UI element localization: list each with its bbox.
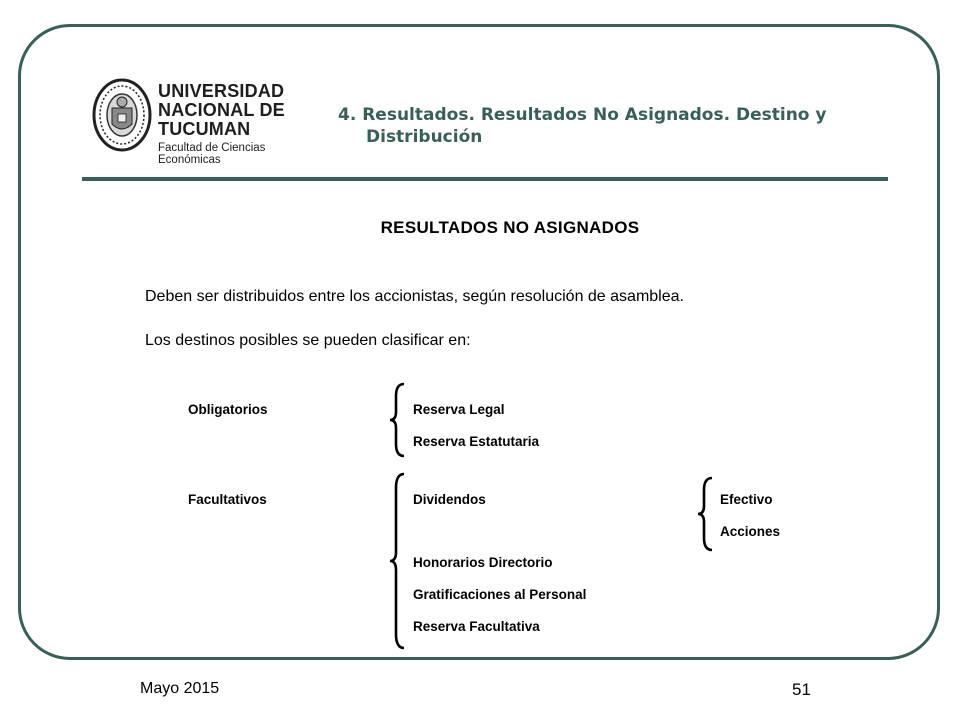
label-obligatorios: Obligatorios (188, 402, 268, 417)
logo-line-2: NACIONAL DE (158, 100, 285, 120)
footer-date: Mayo 2015 (140, 680, 220, 697)
label-facultativos: Facultativos (188, 492, 267, 507)
title-divider (82, 177, 888, 181)
item-reserva-estatutaria: Reserva Estatutaria (413, 434, 540, 449)
slide-title-line-2: Distribución (366, 127, 483, 147)
brace-facultativos-icon (388, 472, 408, 650)
item-reserva-legal: Reserva Legal (413, 402, 505, 417)
item-gratificaciones-personal: Gratificaciones al Personal (413, 587, 587, 602)
brace-obligatorios-icon (388, 382, 408, 458)
slide-title-line-1: 4. Resultados. Resultados No Asignados. Destino y (338, 105, 827, 125)
university-logo (88, 76, 328, 166)
item-efectivo: Efectivo (720, 492, 773, 507)
slide-title (338, 104, 898, 148)
item-honorarios-directorio: Honorarios Directorio (413, 555, 553, 570)
brace-dividendos-icon (696, 476, 716, 552)
item-acciones: Acciones (720, 524, 781, 539)
paragraph-distribution: Deben ser distribuidos entre los accionistas, según resolución de asamblea. (145, 288, 684, 305)
item-reserva-facultativa: Reserva Facultativa (413, 619, 540, 634)
page-number: 51 (792, 680, 811, 699)
paragraph-destinations: Los destinos posibles se pueden clasificar en: (145, 332, 471, 349)
logo-text (158, 82, 328, 166)
university-seal-icon (92, 78, 152, 152)
logo-line-3: TUCUMAN (158, 119, 251, 139)
logo-line-1: UNIVERSIDAD (158, 81, 285, 101)
logo-subtitle: Facultad de Ciencias Económicas (158, 142, 266, 166)
section-heading: RESULTADOS NO ASIGNADOS (380, 218, 640, 237)
item-dividendos: Dividendos (413, 492, 486, 507)
